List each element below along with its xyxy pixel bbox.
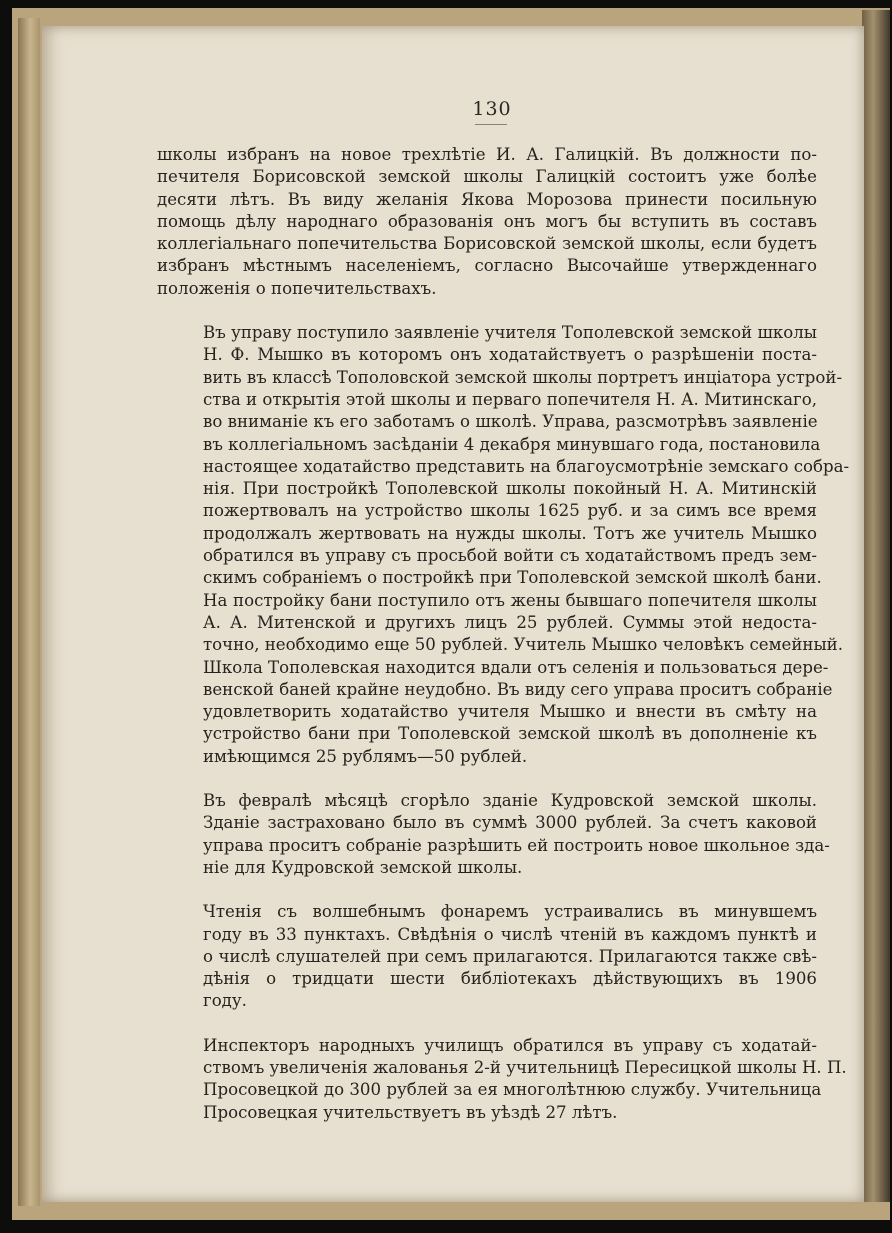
text-line: удовлетворить ходатайство учителя Мышко и внести въ смѣту на — [203, 702, 817, 722]
text-line: Инспекторъ народныхъ училищъ обратился въ управу съ ходатай- — [203, 1035, 817, 1055]
paragraph — [157, 901, 817, 1012]
text-line: Просовецкой до 300 рублей за ея многолѣтнюю службу. Учительница — [203, 1080, 822, 1100]
text-line: продолжалъ жертвовать на нужды школы. Тотъ же учитель Мышко — [203, 523, 817, 543]
text-line: въ коллегіальномъ засѣданіи 4 декабря минувшаго года, постановила — [203, 434, 821, 454]
text-line: во вниманіе къ его заботамъ о школѣ. Управа, разсмотрѣвъ заявленіе — [203, 412, 818, 432]
text-line: пожертвовалъ на устройство школы 1625 руб. и за симъ все время — [203, 501, 817, 521]
text-line: году. — [203, 991, 247, 1011]
text-line: Въ управу поступило заявленіе учителя Тополевской земской школы — [203, 323, 817, 343]
text-line: обратился въ управу съ просьбой войти съ ходатайствомъ предъ зем- — [203, 546, 817, 566]
book-spine-edge — [18, 18, 40, 1206]
page-number-rule — [475, 124, 507, 125]
text-line: положенія о попечительствахъ. — [157, 278, 437, 298]
text-line: имѣющимся 25 рублямъ—50 рублей. — [203, 746, 528, 766]
text-line: дѣнія о тридцати шести библіотекахъ дѣйствующихъ въ 1906 — [203, 969, 817, 989]
text-line: управа проситъ собраніе разрѣшить ей построить новое школьное зда- — [203, 835, 830, 855]
paragraph — [157, 1035, 847, 1124]
text-line: о числѣ слушателей при семъ прилагаются. Прилагаются также свѣ- — [203, 946, 817, 966]
book-fore-edge — [862, 10, 890, 1202]
text-line: На постройку бани поступило отъ жены бывшаго попечителя школы — [203, 590, 817, 610]
text-line: скимъ собраніемъ о постройкѣ при Тополевской земской школѣ бани. — [203, 568, 822, 588]
text-line: Зданіе застраховано было въ суммѣ 3000 рублей. За счетъ каковой — [203, 813, 817, 833]
text-line: Просовецкая учительствуетъ въ уѣздѣ 27 лѣтъ. — [203, 1102, 618, 1122]
paragraph — [157, 144, 817, 300]
text-line: устройство бани при Тополевской земской школѣ въ дополненіе къ — [203, 724, 817, 744]
text-line: нія. При постройкѣ Тополевской школы покойный Н. А. Митинскій — [203, 479, 817, 499]
text-line: году въ 33 пунктахъ. Свѣдѣнія о числѣ чтеній въ каждомъ пунктѣ и — [203, 924, 817, 944]
text-line: Чтенія съ волшебнымъ фонаремъ устраивались въ минувшемъ — [203, 902, 817, 922]
text-line: Н. Ф. Мышко въ которомъ онъ ходатайствуетъ о разрѣшеніи поста- — [203, 345, 817, 365]
text-line: избранъ мѣстнымъ населеніемъ, согласно Высочайше утвержденнаго — [157, 256, 817, 276]
paragraph — [157, 322, 850, 768]
text-line: настоящее ходатайство представить на благоусмотрѣніе земскаго собра- — [203, 456, 850, 476]
text-line: ніе для Кудровской земской школы. — [203, 857, 523, 877]
text-line: Школа Тополевская находится вдали отъ селенія и пользоваться дере- — [203, 657, 829, 677]
text-line: ства и открытія этой школы и перваго попечителя Н. А. Митинскаго, — [203, 389, 817, 409]
text-line: коллегіальнаго попечительства Борисовской земской школы, если будетъ — [157, 234, 817, 254]
page-body-text — [157, 144, 850, 1124]
text-line: Въ февралѣ мѣсяцѣ сгорѣло зданіе Кудровской земской школы. — [203, 791, 817, 811]
page-number: 130 — [472, 98, 512, 120]
text-line: венской баней крайне неудобно. Въ виду сего управа проситъ собраніе — [203, 679, 833, 699]
text-line: десяти лѣтъ. Въ виду желанія Якова Морозова принести посильную — [157, 189, 817, 209]
text-line: школы избранъ на новое трехлѣтіе И. А. Галицкій. Въ должности по- — [157, 145, 817, 164]
text-line: ствомъ увеличенія жалованья 2-й учительницѣ Пересицкой школы Н. П. — [203, 1057, 847, 1077]
text-line: А. А. Митенской и другихъ лицъ 25 рублей. Суммы этой недоста- — [203, 612, 817, 632]
text-line: помощь дѣлу народнаго образованія онъ могъ бы вступить въ составъ — [157, 211, 817, 231]
text-line: печителя Борисовской земской школы Галицкій состоитъ уже болѣе — [157, 167, 817, 187]
text-line: точно, необходимо еще 50 рублей. Учитель Мышко человѣкъ семейный. — [203, 635, 843, 655]
text-line: вить въ классѣ Тополовской земской школы портретъ инціатора устрой- — [203, 367, 843, 387]
paragraph — [157, 790, 830, 879]
